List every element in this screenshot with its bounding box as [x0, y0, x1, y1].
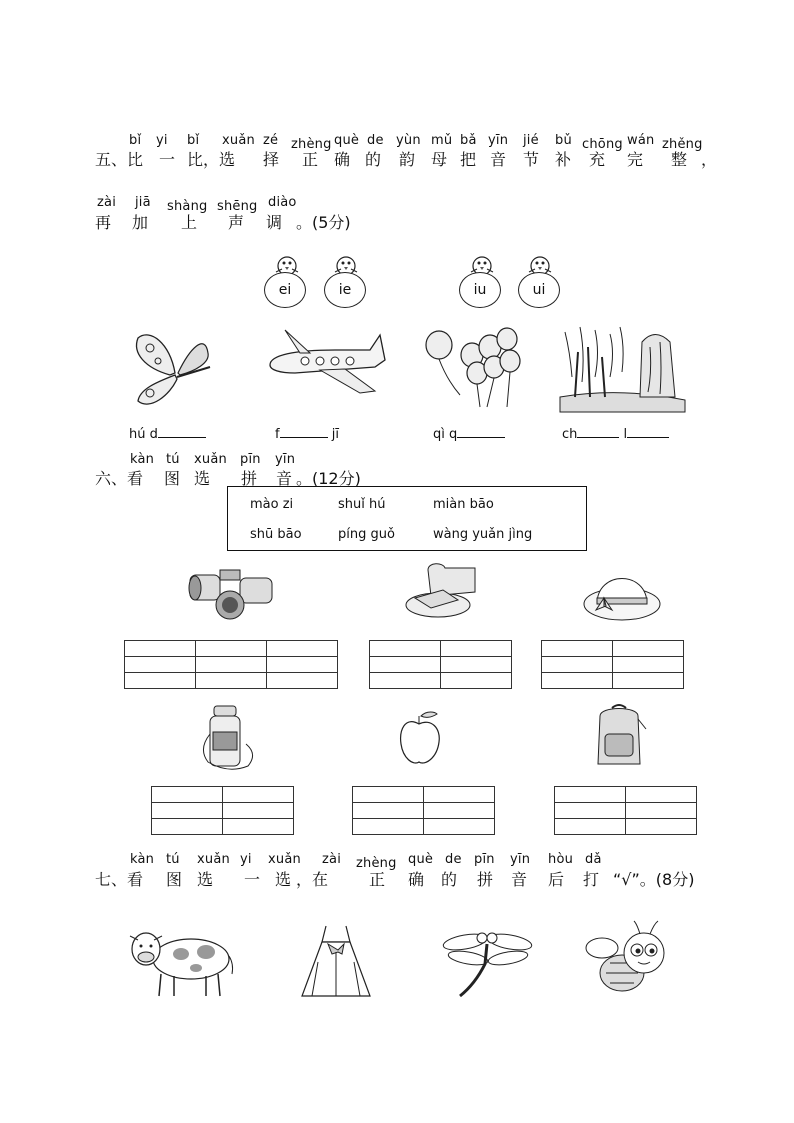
pinyin: de [367, 133, 384, 148]
hanzi: “√”。(8分) [613, 870, 695, 889]
pinyin: zhèng [356, 856, 397, 871]
pinyin: pīn [474, 852, 495, 867]
water-bottle-icon [198, 704, 258, 772]
hanzi: 确 [334, 150, 351, 169]
answer-grid[interactable] [151, 786, 294, 835]
hanzi: 比，选 [187, 150, 236, 169]
hanzi: 完 [627, 150, 644, 169]
pinyin: zé [263, 133, 279, 148]
hanzi: 图 [166, 870, 183, 889]
hanzi: 充 [589, 150, 606, 169]
hanzi: 音 [276, 469, 293, 488]
pinyin: zài [97, 195, 117, 210]
hanzi: 一 [159, 150, 176, 169]
answer-blank[interactable] [562, 425, 669, 442]
bee-icon [582, 918, 674, 998]
binoculars-icon [185, 560, 280, 626]
willow-tree-icon [560, 322, 685, 412]
blank-prefix: hú d [129, 427, 158, 442]
hanzi: 选 [194, 469, 211, 488]
option-shubao: shū bāo [250, 527, 302, 542]
hanzi: 母 [431, 150, 448, 169]
answer-grid[interactable] [352, 786, 495, 835]
hanzi: 。(5分) [296, 213, 351, 232]
pinyin: yīn [510, 852, 531, 867]
cow-icon [126, 924, 236, 1000]
pinyin: tú [166, 852, 180, 867]
blank-suffix: jī [327, 427, 339, 442]
pinyin: mǔ [431, 133, 453, 148]
blank-line[interactable] [280, 425, 328, 438]
answer-blank[interactable] [129, 425, 206, 442]
hanzi: 确 [408, 870, 425, 889]
vowel-bubble-ie: ie [324, 272, 366, 308]
hanzi: 拼 [241, 469, 258, 488]
pinyin-options-box [227, 486, 587, 551]
pinyin: yi [156, 133, 168, 148]
pinyin: què [334, 133, 360, 148]
pinyin: shàng [167, 199, 208, 214]
balloons-icon [422, 325, 522, 410]
vowel-bubble-ei: ei [264, 272, 306, 308]
hanzi: 一 [244, 870, 261, 889]
blank-prefix: ch [562, 427, 578, 442]
hanzi: 后 [548, 870, 565, 889]
vowel-bubble-iu: iu [459, 272, 501, 308]
hanzi: ， [701, 150, 718, 169]
answer-grid[interactable] [124, 640, 338, 689]
option-shuihu: shuǐ hú [338, 497, 386, 512]
pinyin: bǔ [555, 133, 572, 148]
hanzi: 调 [266, 213, 283, 232]
pinyin: chōng [582, 137, 623, 152]
pinyin: diào [268, 195, 297, 210]
hanzi: 补 [555, 150, 572, 169]
pinyin: bǐ [187, 133, 200, 148]
pinyin: bǎ [460, 133, 477, 148]
pinyin: jiā [135, 195, 151, 210]
answer-blank[interactable] [433, 425, 505, 442]
hanzi: 上 [181, 213, 198, 232]
hanzi: 选 [275, 870, 292, 889]
hanzi: ，在 [296, 870, 329, 889]
hanzi: 加 [132, 213, 149, 232]
answer-grid[interactable] [369, 640, 512, 689]
hanzi: 音 [490, 150, 507, 169]
hanzi: 选 [197, 870, 214, 889]
pinyin: jié [523, 133, 539, 148]
bread-icon [403, 560, 481, 622]
pinyin: de [445, 852, 462, 867]
hanzi: 整 [671, 150, 688, 169]
pinyin: yīn [488, 133, 509, 148]
pinyin: què [408, 852, 434, 867]
hanzi: 。(12分) [296, 469, 361, 488]
pinyin: xuǎn [194, 452, 227, 467]
answer-grid[interactable] [554, 786, 697, 835]
pinyin: hòu [548, 852, 574, 867]
hanzi: 择 [263, 150, 280, 169]
pinyin: yīn [275, 452, 296, 467]
pinyin: bǐ [129, 133, 142, 148]
pinyin: xuǎn [222, 133, 255, 148]
hanzi: 节 [523, 150, 540, 169]
pinyin: zhěng [662, 137, 703, 152]
pinyin: yi [240, 852, 252, 867]
hanzi: 打 [583, 870, 600, 889]
pinyin: kàn [130, 852, 155, 867]
option-maozi: mào zi [250, 497, 294, 512]
blank-prefix: f [275, 427, 280, 442]
pinyin: yùn [396, 133, 421, 148]
hanzi: 六、看 [95, 469, 144, 488]
hanzi: 五、比 [95, 150, 144, 169]
hat-icon [582, 560, 662, 624]
answer-blank[interactable] [275, 425, 339, 442]
hanzi: 把 [460, 150, 477, 169]
airplane-icon [265, 325, 385, 400]
blank-prefix: qì q [433, 427, 458, 442]
pinyin: zhèng [291, 137, 332, 152]
pinyin: xuǎn [268, 852, 301, 867]
hanzi: 拼 [477, 870, 494, 889]
hanzi: 正 [369, 870, 386, 889]
hanzi: 图 [164, 469, 181, 488]
pinyin: dǎ [585, 852, 602, 867]
pinyin: pīn [240, 452, 261, 467]
option-wangyuanjing: wàng yuǎn jìng [433, 527, 533, 542]
hanzi: 七、看 [95, 870, 144, 889]
option-mianbao: miàn bāo [433, 497, 494, 512]
dress-icon [298, 922, 374, 1000]
hanzi: 声 [228, 213, 245, 232]
hanzi: 的 [365, 150, 382, 169]
pinyin: xuǎn [197, 852, 230, 867]
hanzi: 再 [95, 213, 112, 232]
hanzi: 的 [441, 870, 458, 889]
backpack-icon [590, 704, 648, 772]
vowel-bubble-ui: ui [518, 272, 560, 308]
blank-line[interactable] [158, 425, 206, 438]
pinyin: tú [166, 452, 180, 467]
hanzi: 正 [302, 150, 319, 169]
pinyin: shēng [217, 199, 258, 214]
answer-grid[interactable] [541, 640, 684, 689]
pinyin: kàn [130, 452, 155, 467]
pinyin: zài [322, 852, 342, 867]
blank-line[interactable] [457, 425, 505, 438]
option-pingguo: píng guǒ [338, 527, 395, 542]
apple-icon [397, 710, 441, 768]
blank-middle: l [619, 427, 628, 442]
blank-line[interactable] [577, 425, 619, 438]
pinyin: wán [627, 133, 655, 148]
butterfly-icon [130, 323, 215, 411]
dragonfly-icon [440, 924, 535, 1000]
hanzi: 韵 [399, 150, 416, 169]
hanzi: 音 [511, 870, 528, 889]
blank-line[interactable] [627, 425, 669, 438]
